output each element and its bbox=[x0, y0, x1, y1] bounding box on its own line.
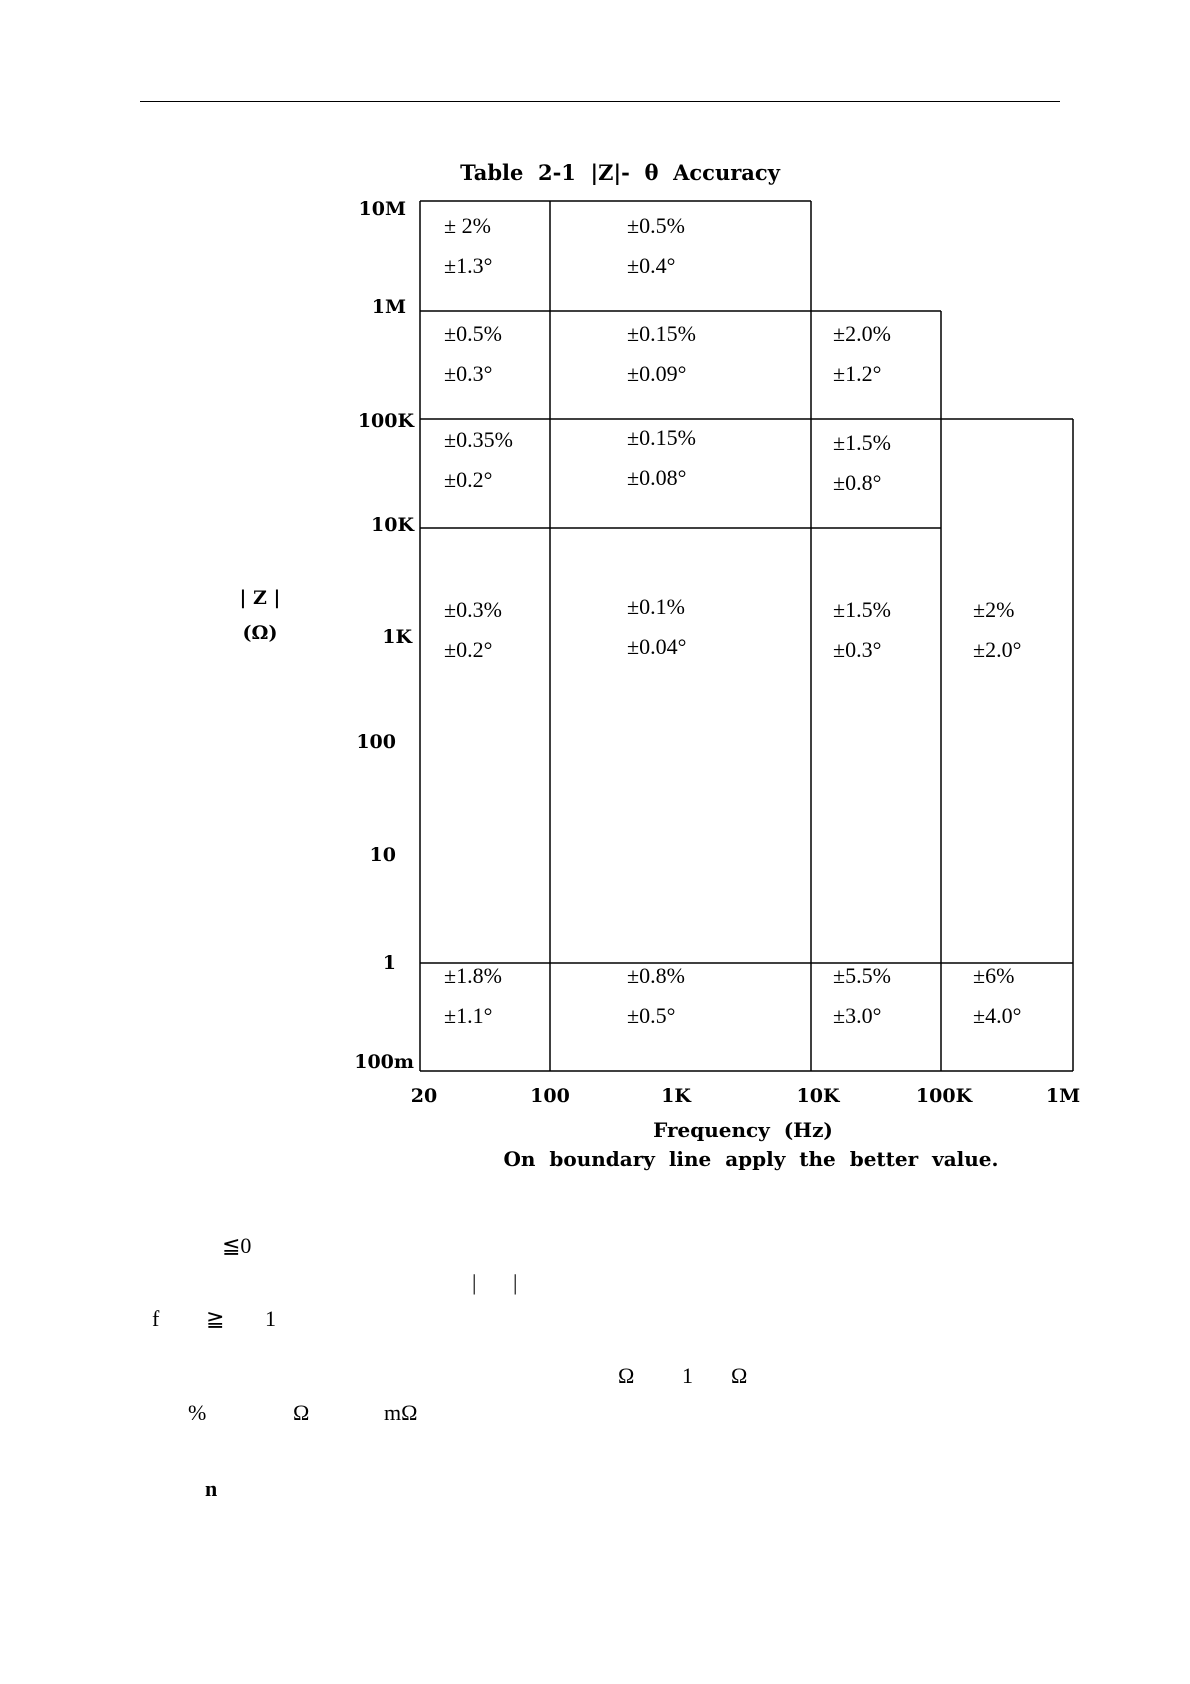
cell-theta-accuracy: ±0.4° bbox=[627, 253, 676, 278]
cell-z-accuracy: ±1.8% bbox=[444, 963, 502, 988]
cell-theta-accuracy: ±1.2° bbox=[833, 361, 882, 386]
y-tick: 100K bbox=[357, 410, 414, 432]
cell-z-accuracy: ± 2% bbox=[444, 213, 491, 238]
y-tick: 1K bbox=[382, 626, 412, 648]
cell-z-accuracy: ±0.5% bbox=[444, 321, 502, 346]
y-tick: 100m bbox=[354, 1051, 414, 1073]
body-fragment: 1 bbox=[682, 1363, 693, 1388]
cell-theta-accuracy: ±2.0° bbox=[973, 637, 1022, 662]
x-tick: 100 bbox=[530, 1085, 570, 1107]
body-fragment: Ω bbox=[618, 1363, 635, 1388]
y-tick: 10 bbox=[369, 844, 396, 866]
y-tick: 1 bbox=[382, 952, 396, 974]
y-tick: 10K bbox=[371, 514, 414, 536]
cell-theta-accuracy: ±0.3° bbox=[833, 637, 882, 662]
body-fragment: Ω bbox=[731, 1363, 748, 1388]
boundary-note: On boundary line apply the better value. bbox=[503, 1147, 999, 1171]
body-fragment: | bbox=[513, 1270, 518, 1295]
cell-theta-accuracy: ±0.08° bbox=[627, 465, 687, 490]
cell-theta-accuracy: ±0.09° bbox=[627, 361, 687, 386]
y-tick: 100 bbox=[356, 731, 396, 753]
x-tick: 100K bbox=[915, 1085, 973, 1107]
cell-theta-accuracy: ±1.1° bbox=[444, 1003, 493, 1028]
y-tick: 10M bbox=[358, 198, 406, 220]
cell-z-accuracy: ±6% bbox=[973, 963, 1015, 988]
cell-z-accuracy: ±0.5% bbox=[627, 213, 685, 238]
x-tick: 10K bbox=[796, 1085, 840, 1107]
body-fragment: | bbox=[472, 1270, 477, 1295]
cell-theta-accuracy: ±1.3° bbox=[444, 253, 493, 278]
cell-z-accuracy: ±0.15% bbox=[627, 425, 696, 450]
y-tick: 1M bbox=[371, 296, 406, 318]
x-tick: 1K bbox=[661, 1085, 691, 1107]
body-fragment: % bbox=[188, 1400, 207, 1425]
cell-theta-accuracy: ±4.0° bbox=[973, 1003, 1022, 1028]
cell-theta-accuracy: ±0.2° bbox=[444, 467, 493, 492]
cell-theta-accuracy: ±0.2° bbox=[444, 637, 493, 662]
y-axis-label-line2: (Ω) bbox=[242, 622, 278, 644]
body-fragment: 1 bbox=[265, 1306, 276, 1331]
y-axis-label-line1: | Z | bbox=[239, 587, 281, 609]
cell-z-accuracy: ±0.3% bbox=[444, 597, 502, 622]
body-fragment: mΩ bbox=[384, 1400, 418, 1425]
x-tick: 1M bbox=[1045, 1085, 1081, 1107]
body-fragment: f bbox=[152, 1306, 160, 1331]
body-fragment: n bbox=[205, 1476, 218, 1501]
x-axis-label: Frequency (Hz) bbox=[653, 1118, 833, 1142]
cell-z-accuracy: ±2.0% bbox=[833, 321, 891, 346]
body-fragment: ≦0 bbox=[222, 1233, 252, 1258]
cell-theta-accuracy: ±0.5° bbox=[627, 1003, 676, 1028]
body-fragment: ≧ bbox=[206, 1306, 225, 1331]
cell-z-accuracy: ±2% bbox=[973, 597, 1015, 622]
cell-z-accuracy: ±0.8% bbox=[627, 963, 685, 988]
cell-z-accuracy: ±0.35% bbox=[444, 427, 513, 452]
cell-theta-accuracy: ±0.04° bbox=[627, 634, 687, 659]
cell-z-accuracy: ±5.5% bbox=[833, 963, 891, 988]
chart-grid bbox=[420, 201, 1073, 1071]
cell-theta-accuracy: ±3.0° bbox=[833, 1003, 882, 1028]
cell-z-accuracy: ±1.5% bbox=[833, 430, 891, 455]
cell-theta-accuracy: ±0.8° bbox=[833, 470, 882, 495]
cell-z-accuracy: ±1.5% bbox=[833, 597, 891, 622]
x-tick: 20 bbox=[410, 1085, 438, 1107]
cell-z-accuracy: ±0.1% bbox=[627, 594, 685, 619]
cell-theta-accuracy: ±0.3° bbox=[444, 361, 493, 386]
body-fragment: Ω bbox=[293, 1400, 310, 1425]
cell-z-accuracy: ±0.15% bbox=[627, 321, 696, 346]
table-title: Table 2-1 |Z|- θ Accuracy bbox=[460, 160, 780, 185]
